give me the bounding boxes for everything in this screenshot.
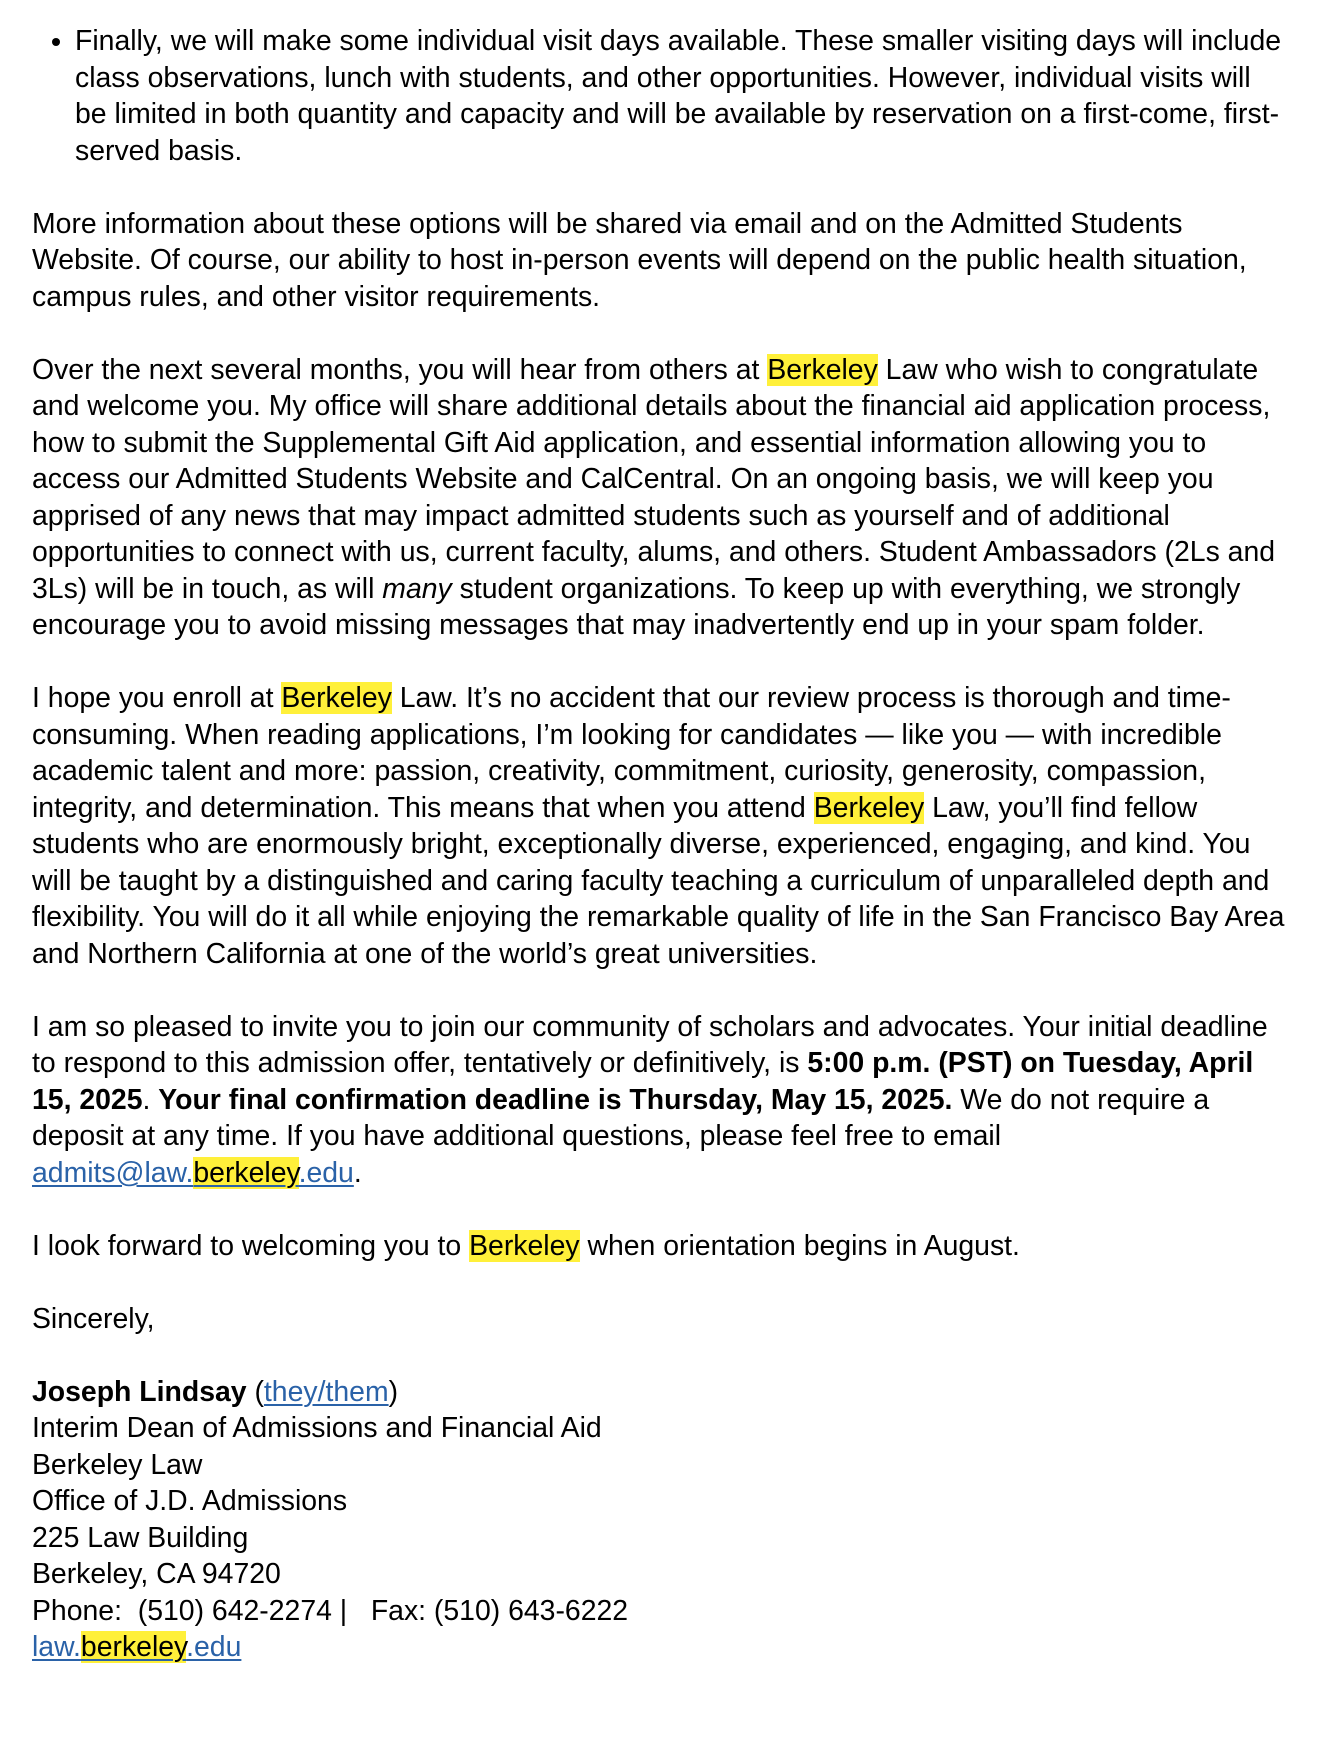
text-run: .edu <box>298 1156 354 1189</box>
website-link[interactable] <box>32 1631 241 1663</box>
signer-contact: Phone: (510) 642-2274 | Fax: (510) 643-6222 <box>32 1594 629 1627</box>
text-run: Sincerely, <box>32 1302 155 1335</box>
bold-text: 5:00 p.m. (PST) on Tuesday, April 15, 2025 <box>32 1047 1254 1116</box>
search-highlight: Berkeley <box>767 353 878 386</box>
paragraph <box>32 1228 1290 1265</box>
text-run: More information about these options will be shared via email and on the Admitted Students Website. Of course, our ability to host in-person events will depend on the public health situation, campus rules, and other visitor requirements. <box>32 207 1247 313</box>
paragraph <box>32 352 1290 644</box>
list-item <box>75 23 1290 169</box>
paragraph <box>32 1301 1290 1338</box>
signature-name-line <box>32 1374 1290 1411</box>
search-highlight: Berkeley <box>281 682 392 714</box>
pronouns-close: ) <box>388 1375 399 1408</box>
text-run: . <box>353 1156 362 1189</box>
signer-title: Interim Dean of Admissions and Financial Aid <box>32 1412 602 1444</box>
letter-paragraphs <box>32 206 1290 1338</box>
text-run: Finally, we will make some individual visit days available. These smaller visiting days will include class observations, lunch with students, and other opportunities. However, individual visits will be limited in both quantity and capacity and will be available by reservation on a first-come, first-served basis. <box>75 25 1282 167</box>
search-highlight: berkeley <box>193 1156 299 1189</box>
text-run: law. <box>32 1631 81 1663</box>
text-run: Law who wish to congratulate and welcome you. My office will share additional details about the financial aid application process, how to submit the Supplemental Gift Aid application, and essential information allowing you to access our Admitted Students Website and CalCentral. On an ongoing basis, we will keep you apprised of any news that may impact admitted students such as yourself and of additional opportunities to connect with us, current faculty, alums, and others. Student Ambassadors (2Ls and 3Ls) will be in touch, as will <box>32 353 1276 605</box>
text-run: Law. It’s no accident that our review process is thorough and time-consuming. When reading applications, I’m looking for candidates — like you — with incredible academic talent and more: passion, creativity, commitment, curiosity, generosity, compassion, integrity, and determination. This means that when you attend <box>32 682 1231 824</box>
text-run: Law, you’ll find fellow students who are enormously bright, exceptionally diverse, experienced, engaging, and kind. You will be taught by a distinguished and caring faculty teaching a curriculum of unparalleled depth and flexibility. You will do it all while enjoying the remarkable quality of life in the San Francisco Bay Area and Northern California at one of the world’s great universities. <box>32 791 1285 970</box>
paragraph <box>32 206 1290 316</box>
website-line <box>32 1629 1290 1666</box>
signer-street: 225 Law Building <box>32 1521 249 1554</box>
text-run: We do not require a deposit at any time. If you have additional questions, please feel free to email <box>32 1083 1210 1152</box>
text-run: I look forward to welcoming you to <box>32 1229 470 1262</box>
search-highlight: Berkeley <box>469 1229 580 1262</box>
signer-office: Office of J.D. Admissions <box>32 1485 348 1517</box>
text-run: Over the next several months, you will hear from others at <box>32 353 768 386</box>
italic-text: many <box>382 572 452 605</box>
bold-text: Your final confirmation deadline is Thursday, May 15, 2025. <box>158 1083 953 1116</box>
text-run: student organizations. To keep up with everything, we strongly encourage you to avoid missing messages that may inadvertently end up in your spam folder. <box>32 572 1241 641</box>
pronouns-link[interactable]: they/them <box>263 1375 389 1408</box>
text-run: I hope you enroll at <box>32 682 282 714</box>
signer-city: Berkeley, CA 94720 <box>32 1558 281 1590</box>
paragraph <box>32 1009 1290 1192</box>
paragraph <box>32 680 1290 972</box>
signature-block <box>32 1374 1290 1666</box>
text-run: admits@law. <box>32 1156 194 1189</box>
text-run: I am so pleased to invite you to join our community of scholars and advocates. Your initial deadline to respond to this admission offer, tentatively or definitively, is <box>32 1010 1268 1079</box>
text-run: when orientation begins in August. <box>579 1229 1020 1262</box>
signer-school: Berkeley Law <box>32 1448 203 1481</box>
signer-name: Joseph Lindsay <box>32 1375 247 1408</box>
search-highlight: berkeley <box>80 1631 187 1663</box>
search-highlight: Berkeley <box>813 791 925 824</box>
pronouns-open: ( <box>246 1375 264 1408</box>
visit-options-list <box>32 23 1290 169</box>
text-run: .edu <box>186 1631 242 1663</box>
text-run: . <box>142 1083 159 1116</box>
admissions-email-link[interactable] <box>32 1157 354 1189</box>
